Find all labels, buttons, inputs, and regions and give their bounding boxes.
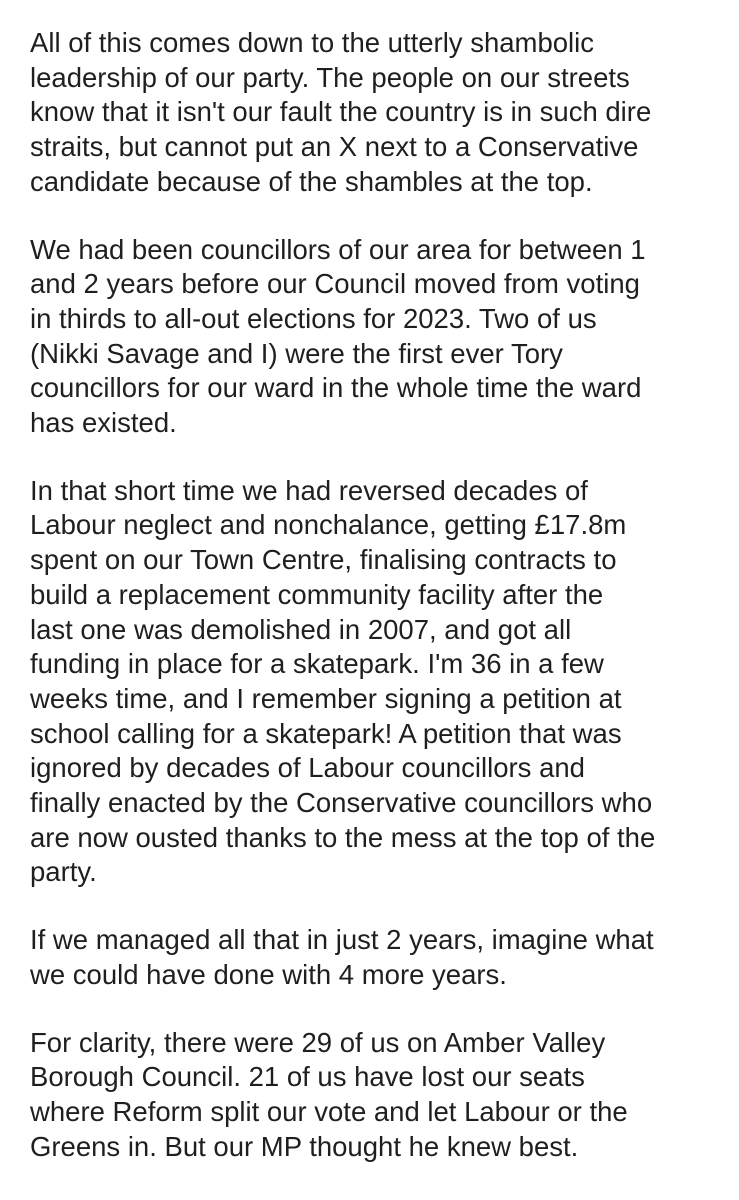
paragraph-gap [30,993,720,1026]
paragraph-2: We had been councillors of our area for between 1 and 2 years before our Council moved from voting in thirds to all-out elections for 2023. Two of us (Nikki Savage and I) were the first ever Tory councillors for our ward in the whole time the ward has existed. [30,233,646,439]
paragraph-1: All of this comes down to the utterly shambolic leadership of our party. The people on our streets know that it isn't our fault the country is in such dire straits, but cannot put an X next to a Conservative candidate because of the shambles at the top. [30,27,652,197]
paragraph-gap [30,441,720,474]
paragraph-5: For clarity, there were 29 of us on Amber Valley Borough Council. 21 of us have lost our seats where Reform split our vote and let Labour or the Greens in. But our MP thought he knew best. [30,1026,628,1162]
paragraph-3: In that short time we had reversed decades of Labour neglect and nonchalance, getting £17.8m spent on our Town Centre, finalising contracts to build a replacement community facility after the last one was demolished in 2007, and got all funding in place for a skatepark. I'm 36 in a few weeks time, and I remember signing a petition at school calling for a skatepark! A petition that was ignored by decades of Labour councillors and finally enacted by the Conservative councillors who are now ousted thanks to the mess at the top of the party. [30,474,656,888]
paragraph-gap [30,890,720,923]
paragraph-gap [30,200,720,233]
paragraph-4: If we managed all that in just 2 years, imagine what we could have done with 4 more years. [30,924,654,990]
document-body [30,26,720,1164]
